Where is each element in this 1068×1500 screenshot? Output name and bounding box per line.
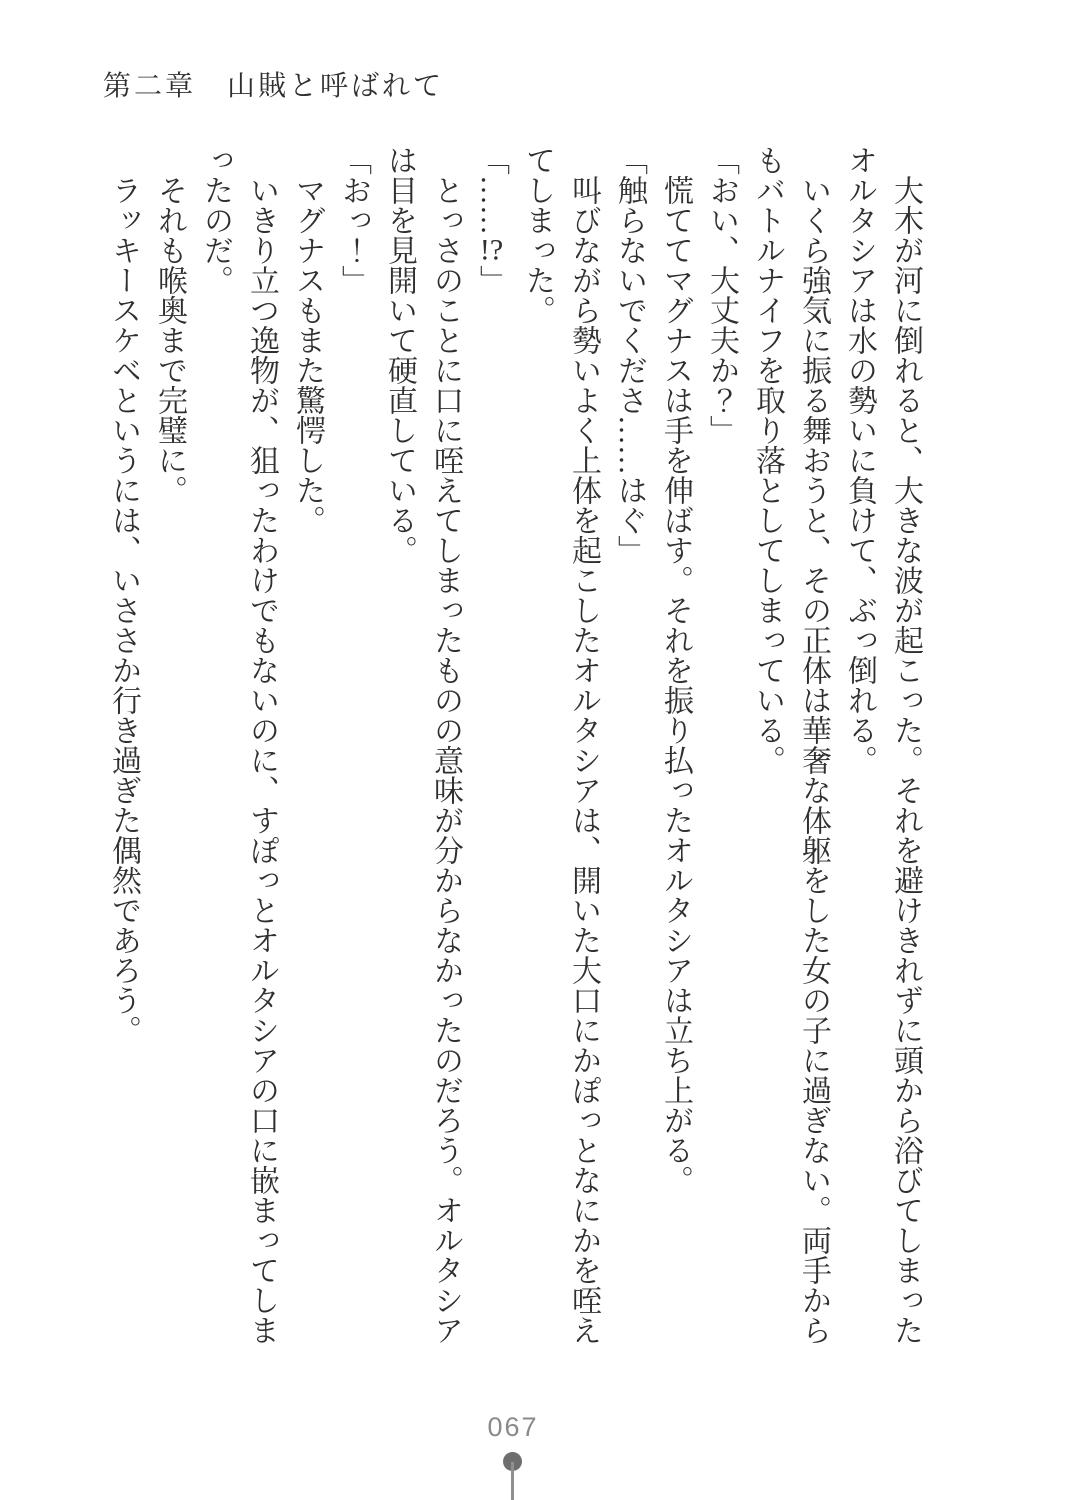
text-line: それも喉奥まで完璧に。 bbox=[153, 175, 186, 505]
text-line: とっさのことに口に咥えてしまったものの意味が分からなかったのだろう。オルタシア bbox=[429, 175, 462, 1345]
text-line: 「おっ！」 bbox=[337, 145, 370, 295]
text-line: オルタシアは水の勢いに負けて、ぶっ倒れる。 bbox=[843, 145, 876, 775]
page-number: 067 bbox=[487, 1412, 539, 1442]
text-line: 「おい、大丈夫か？」 bbox=[705, 145, 738, 445]
tate-chu-yoko-segment: !? bbox=[479, 235, 504, 265]
chapter-header: 第二章 山賊と呼ばれて bbox=[103, 71, 445, 102]
text-line: 大木が河に倒れると、大きな波が起こった。それを避けきれずに頭から浴びてしまった bbox=[889, 175, 922, 1345]
text-line: 慌ててマグナスは手を伸ばす。それを振り払ったオルタシアは立ち上がる。 bbox=[659, 175, 692, 1195]
text-segment: 」 bbox=[475, 265, 508, 295]
text-line: は目を見開いて硬直している。 bbox=[383, 145, 416, 565]
text-line bbox=[468, 145, 514, 1359]
text-segment: 「…… bbox=[475, 145, 508, 235]
text-line: もバトルナイフを取り落としてしまっている。 bbox=[751, 145, 784, 775]
text-line: ったのだ。 bbox=[199, 145, 232, 295]
text-line: 叫びながら勢いよく上体を起こしたオルタシアは、開いた大口にかぽっとなにかを咥え bbox=[567, 175, 600, 1345]
text-line: ラッキースケベというには、いささか行き過ぎた偶然であろう。 bbox=[107, 175, 140, 1045]
footer-line-marker bbox=[511, 1462, 514, 1500]
body-text bbox=[100, 145, 928, 1359]
text-line: マグナスもまた驚愕した。 bbox=[291, 175, 324, 535]
text-line: いくら強気に振る舞おうと、その正体は華奢な体躯をした女の子に過ぎない。両手から bbox=[797, 175, 830, 1345]
text-line: てしまった。 bbox=[521, 145, 554, 325]
text-line: いきり立つ逸物が、狙ったわけでもないのに、すぽっとオルタシアの口に嵌まってしま bbox=[245, 175, 278, 1345]
text-line: 「触らないでくださ……はぐ」 bbox=[613, 145, 646, 565]
